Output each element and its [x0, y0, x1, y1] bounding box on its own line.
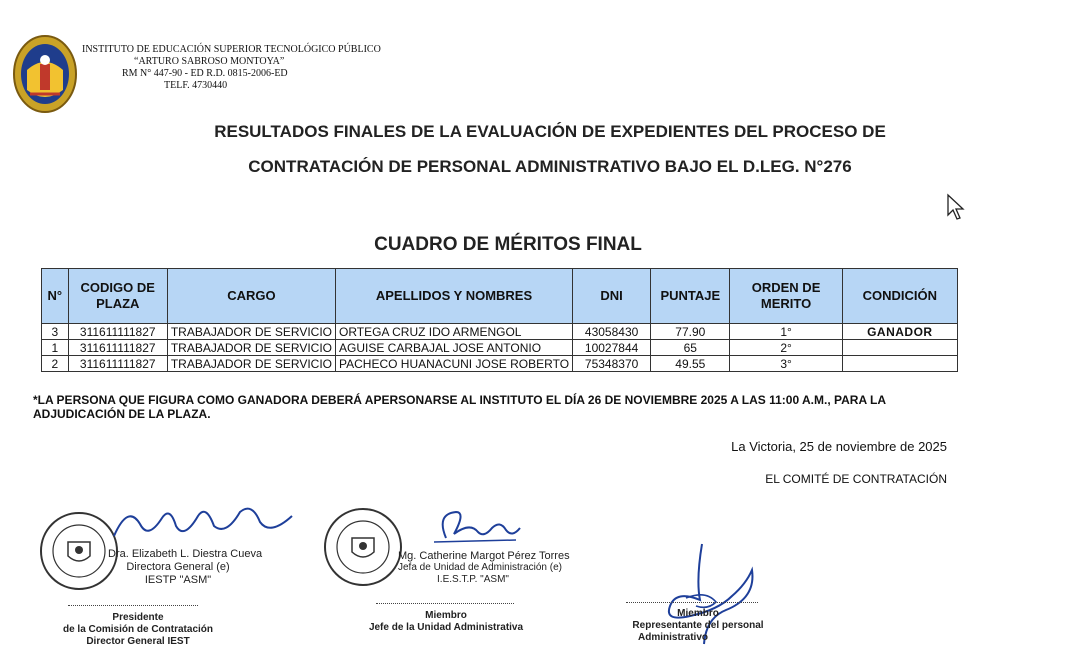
- committee-label: EL COMITÉ DE CONTRATACIÓN: [765, 472, 947, 486]
- header-merit-order: ORDEN DE MERITO: [730, 269, 842, 324]
- place-date: La Victoria, 25 de noviembre de 2025: [731, 439, 947, 454]
- table-row: [42, 356, 958, 372]
- table-header-row: [42, 269, 958, 324]
- institute-resolution: RM N° 447-90 - ED R.D. 0815-2006-ED: [122, 68, 288, 79]
- cell-name: ORTEGA CRUZ IDO ARMENGOL: [336, 324, 573, 340]
- cell-name: AGUISE CARBAJAL JOSE ANTONIO: [336, 340, 573, 356]
- institute-name: INSTITUTO DE EDUCACIÓN SUPERIOR TECNOLÓGICO PÚBLICO: [82, 44, 381, 55]
- cell-score: 77.90: [651, 324, 730, 340]
- adjudication-note: *LA PERSONA QUE FIGURA COMO GANADORA DEBERÁ APERSONARSE AL INSTITUTO EL DÍA 26 DE NOVIEMBRE 2025 A LAS 11:00 A.M., PARA LA ADJUDICACIÓN DE LA PLAZA.: [33, 393, 886, 421]
- signature-line: [68, 605, 198, 606]
- institute-honoree: “ARTURO SABROSO MONTOYA”: [134, 56, 285, 67]
- cell-score: 49.55: [651, 356, 730, 372]
- signature-line: [626, 602, 758, 603]
- cell-condition: GANADOR: [842, 324, 957, 340]
- signature-line: [376, 603, 514, 604]
- signature-president: [110, 496, 296, 548]
- table-title: CUADRO DE MÉRITOS FINAL: [374, 234, 642, 255]
- signature-administration: [426, 504, 522, 548]
- table-row: [42, 324, 958, 340]
- cell-position: TRABAJADOR DE SERVICIO: [167, 340, 335, 356]
- document-title-line2: CONTRATACIÓN DE PERSONAL ADMINISTRATIVO BAJO EL D.LEG. N°276: [248, 157, 852, 176]
- cell-code: 311611111827: [68, 340, 167, 356]
- cell-position: TRABAJADOR DE SERVICIO: [167, 356, 335, 372]
- header-position: CARGO: [167, 269, 335, 324]
- header-dni: DNI: [573, 269, 651, 324]
- official-seal-icon: [322, 506, 404, 588]
- cell-number: 3: [42, 324, 69, 340]
- table-row: [42, 340, 958, 356]
- signature-role-staff: Miembro Representante del personal Administrativo: [632, 608, 764, 643]
- institute-header: [82, 44, 381, 92]
- cell-number: 2: [42, 356, 69, 372]
- cell-number: 1: [42, 340, 69, 356]
- cell-position: TRABAJADOR DE SERVICIO: [167, 324, 335, 340]
- mouse-pointer-icon: [946, 193, 968, 221]
- cell-dni: 75348370: [573, 356, 651, 372]
- merit-table: [41, 268, 958, 372]
- header-number: N°: [42, 269, 69, 324]
- signature-stamp-administration: Mg. Catherine Margot Pérez Torres Jefa de Unidad de Administración (e) I.E.S.T.P. "ASM": [398, 550, 570, 585]
- cell-dni: 10027844: [573, 340, 651, 356]
- header-condition: CONDICIÓN: [842, 269, 957, 324]
- signature-stamp-president: Dra. Elizabeth L. Diestra Cueva Directora General (e) IESTP "ASM": [108, 548, 263, 586]
- header-score: PUNTAJE: [651, 269, 730, 324]
- cell-condition: [842, 340, 957, 356]
- institute-phone: TELF. 4730440: [164, 80, 228, 91]
- cell-name: PACHECO HUANACUNI JOSE ROBERTO: [336, 356, 573, 372]
- cell-condition: [842, 356, 957, 372]
- cell-merit-order: 2°: [730, 340, 842, 356]
- cell-code: 311611111827: [68, 324, 167, 340]
- cell-score: 65: [651, 340, 730, 356]
- cell-merit-order: 3°: [730, 356, 842, 372]
- header-name: APELLIDOS Y NOMBRES: [336, 269, 573, 324]
- institute-crest-icon: [12, 34, 78, 114]
- cell-code: 311611111827: [68, 356, 167, 372]
- signature-role-president: Presidente de la Comisión de Contratación Director General IEST: [62, 612, 214, 647]
- document-title-line1: RESULTADOS FINALES DE LA EVALUACIÓN DE EXPEDIENTES DEL PROCESO DE: [214, 122, 886, 141]
- signature-role-administration: Miembro Jefe de la Unidad Administrativa: [368, 610, 524, 633]
- cell-dni: 43058430: [573, 324, 651, 340]
- header-code: CODIGO DE PLAZA: [68, 269, 167, 324]
- cell-merit-order: 1°: [730, 324, 842, 340]
